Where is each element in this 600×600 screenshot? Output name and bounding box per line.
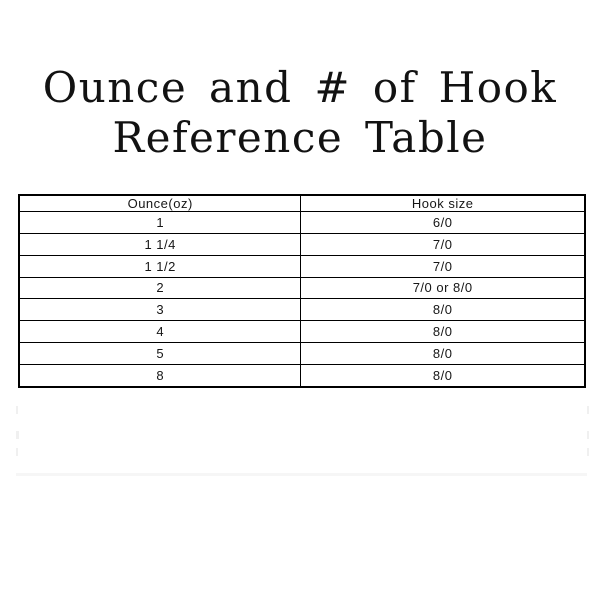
column-header-ounce: Ounce(oz) [19, 195, 301, 212]
faded-row-mark-right-1 [587, 406, 589, 414]
table-body [19, 212, 585, 388]
page-title [0, 63, 600, 163]
table-cell: 8/0 [301, 299, 585, 321]
table-cell: 8/0 [301, 364, 585, 387]
table-cell: 2 [19, 277, 301, 299]
table-row [19, 364, 585, 387]
table-cell: 8/0 [301, 321, 585, 343]
table-cell: 1 1/2 [19, 255, 301, 277]
faded-row-bottom-line [16, 473, 587, 476]
table-cell: 1 [19, 212, 301, 234]
table-row [19, 277, 585, 299]
table-cell: 8 [19, 364, 301, 387]
table-cell: 3 [19, 299, 301, 321]
table-cell: 1 1/4 [19, 233, 301, 255]
table-row [19, 255, 585, 277]
column-header-hook-size: Hook size [301, 195, 585, 212]
table-row [19, 321, 585, 343]
faded-row-mark-left-3 [16, 448, 18, 456]
table-cell: 4 [19, 321, 301, 343]
table-row [19, 299, 585, 321]
table-cell: 7/0 or 8/0 [301, 277, 585, 299]
table-cell: 5 [19, 343, 301, 365]
faded-row-mark-left-1 [16, 406, 18, 414]
faded-row-mark-left-2 [16, 431, 19, 439]
table-row [19, 343, 585, 365]
faded-row-mark-right-2 [587, 431, 589, 439]
table-cell: 7/0 [301, 255, 585, 277]
faded-row-mark-right-3 [587, 448, 589, 456]
table-row [19, 212, 585, 234]
table-row [19, 233, 585, 255]
table-cell: 6/0 [301, 212, 585, 234]
page-title-line-1: Ounce and # of Hook [42, 63, 558, 112]
reference-table [18, 194, 586, 388]
table-cell: 8/0 [301, 343, 585, 365]
page-title-line-2: Reference Table [112, 113, 488, 162]
table-cell: 7/0 [301, 233, 585, 255]
table-header-row [19, 195, 585, 212]
